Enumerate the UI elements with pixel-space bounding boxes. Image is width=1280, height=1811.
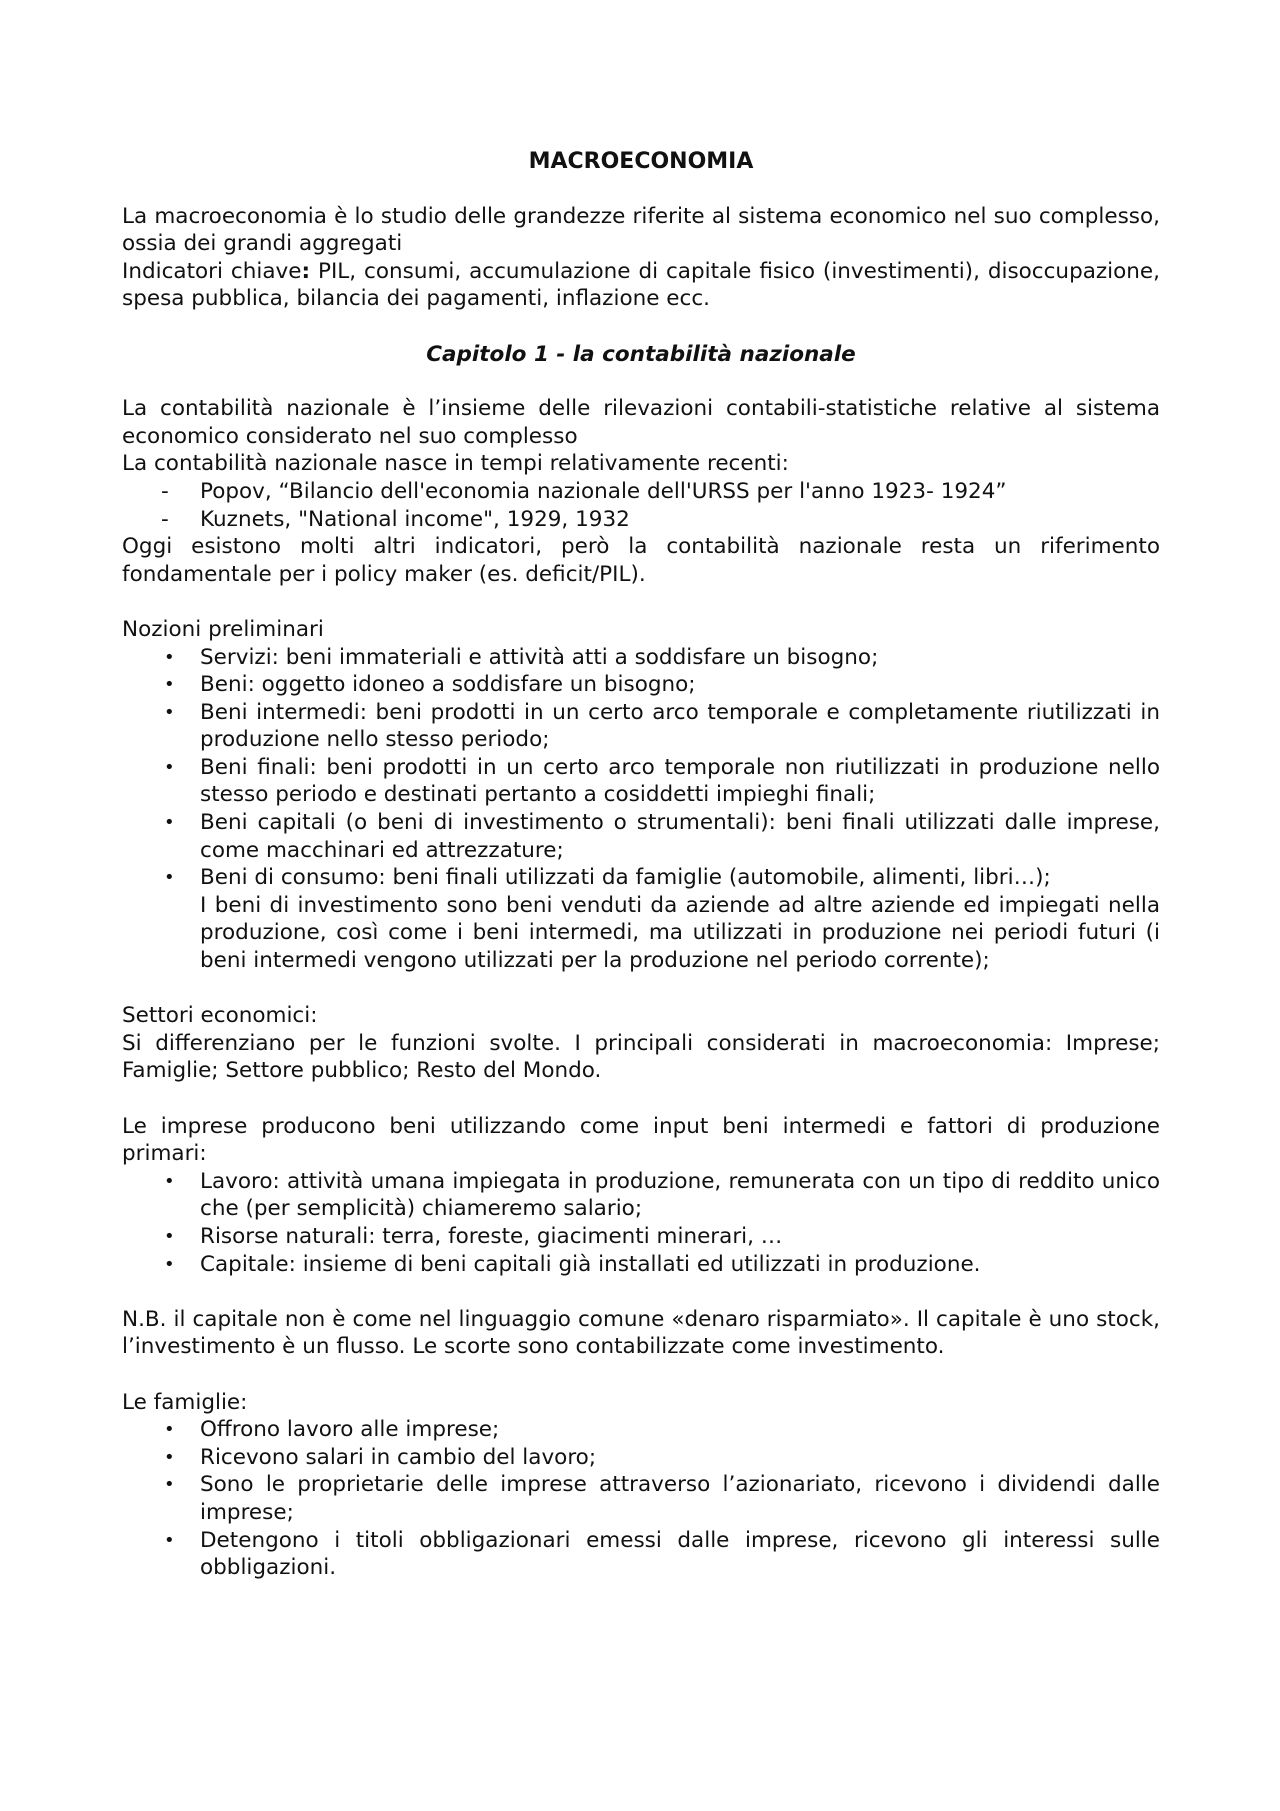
list-item: • Beni: oggetto idoneo a soddisfare un bisogno; bbox=[164, 672, 696, 698]
settori-section bbox=[122, 1002, 1160, 1085]
chapter1-paragraph-2: La contabilità nazionale nasce in tempi relativamente recenti: bbox=[122, 451, 789, 477]
list-item: • Servizi: beni immateriali e attività atti a soddisfare un bisogno; bbox=[164, 644, 879, 670]
list-item: • Ricevono salari in cambio del lavoro; bbox=[164, 1444, 597, 1470]
famiglie-bullet-list bbox=[122, 1416, 1160, 1582]
bullet-marker: • bbox=[164, 867, 175, 889]
list-item: • Capitale: insieme di beni capitali già installati ed utilizzati in produzione. bbox=[164, 1251, 981, 1277]
imprese-paragraph: Le imprese producono beni utilizzando come input beni intermedi e fattori di produzione primari: bbox=[122, 1113, 1160, 1167]
list-item: - Popov, “Bilancio dell'economia nazionale dell'URSS per l'anno 1923- 1924” bbox=[161, 478, 1007, 504]
list-item: - Kuznets, "National income", 1929, 1932 bbox=[161, 506, 630, 532]
nozioni-heading: Nozioni preliminari bbox=[122, 616, 324, 642]
dash-marker: - bbox=[161, 506, 169, 532]
chapter1-paragraph-1: La contabilità nazionale è l’insieme delle rilevazioni contabili-statistiche relative al sistema economico considerato nel suo complesso bbox=[122, 396, 1160, 449]
list-item: • Beni capitali (o beni di investimento o strumentali): beni finali utilizzati dalle imprese, come macchinari ed attrezzature; bbox=[164, 810, 1160, 863]
intro-paragraph: La macroeconomia è lo studio delle grandezze riferite al sistema economico nel suo complesso, ossia dei grandi aggregati bbox=[122, 203, 1160, 257]
bullet-marker: • bbox=[164, 701, 175, 723]
imprese-bullet-list bbox=[122, 1168, 1160, 1278]
key-indicators-paragraph bbox=[122, 258, 1160, 313]
list-item: • Offrono lavoro alle imprese; bbox=[164, 1417, 500, 1443]
bullet-marker: • bbox=[164, 1529, 175, 1551]
nb-section bbox=[122, 1306, 1160, 1361]
list-item: • Sono le proprietarie delle imprese attraverso l’azionariato, ricevono i dividendi dalle imprese; bbox=[164, 1472, 1160, 1525]
bullet-marker: • bbox=[164, 674, 175, 696]
nozioni-bullet-list bbox=[122, 644, 1160, 892]
key-indicators-label: Indicatori chiave bbox=[122, 258, 302, 284]
list-item: • Detengono i titoli obbligazionari emessi dalle imprese, ricevono gli interessi sulle obbligazioni. bbox=[164, 1527, 1160, 1581]
list-item: • Beni finali: beni prodotti in un certo arco temporale non riutilizzati in produzione nello stesso periodo e destinati pertanto a cosiddetti impieghi finali; bbox=[164, 754, 1160, 808]
chapter1-paragraph-3: Oggi esistono molti altri indicatori, però la contabilità nazionale resta un riferimento fondamentale per i policy maker (es. deficit/PIL). bbox=[122, 534, 1160, 587]
dash-marker: - bbox=[161, 478, 169, 504]
famiglie-heading: Le famiglie: bbox=[122, 1389, 248, 1415]
chapter1-section bbox=[122, 395, 1160, 588]
bullet-marker: • bbox=[164, 1419, 175, 1441]
key-indicators-colon: : bbox=[301, 258, 311, 284]
bullet-marker: • bbox=[164, 1446, 175, 1468]
bullet-marker: • bbox=[164, 756, 175, 778]
chapter-heading: Capitolo 1 - la contabilità nazionale bbox=[426, 341, 856, 367]
intro-section bbox=[122, 203, 1160, 313]
document-page bbox=[122, 148, 1160, 1582]
bullet-marker: • bbox=[164, 1253, 175, 1275]
key-indicators-text: PIL, consumi, accumulazione di capitale fisico (investimenti), disoccupazione, spesa pubblica, bilancia dei pagamenti, inflazione ecc. bbox=[122, 258, 1160, 312]
investment-goods-note: I beni di investimento sono beni venduti da aziende ad altre aziende ed impiegati nella produzione, così come i beni intermedi, ma utilizzati in produzione nei periodi futuri (i beni intermedi vengono utilizzati per la produzione nel periodo corrente); bbox=[200, 892, 1160, 974]
document-title: MACROECONOMIA bbox=[528, 149, 754, 174]
list-item: • Beni intermedi: beni prodotti in un certo arco temporale e completamente riutilizzati in produzione nello stesso periodo; bbox=[164, 699, 1160, 753]
famiglie-section bbox=[122, 1389, 1160, 1582]
bullet-marker: • bbox=[164, 1225, 175, 1247]
list-item: • Risorse naturali: terra, foreste, giacimenti minerari, … bbox=[164, 1223, 783, 1249]
bullet-marker: • bbox=[164, 1170, 175, 1192]
imprese-section bbox=[122, 1113, 1160, 1279]
settori-paragraph: Si differenziano per le funzioni svolte. I principali considerati in macroeconomia: Imprese; Famiglie; Settore pubblico; Resto del Mondo. bbox=[122, 1030, 1160, 1084]
list-item: • Lavoro: attività umana impiegata in produzione, remunerata con un tipo di reddito unico che (per semplicità) chiameremo salario; bbox=[164, 1168, 1160, 1222]
bullet-marker: • bbox=[164, 812, 175, 834]
bullet-marker: • bbox=[164, 646, 175, 668]
nozioni-section bbox=[122, 616, 1160, 975]
settori-heading: Settori economici: bbox=[122, 1003, 318, 1029]
origins-dash-list bbox=[122, 478, 1160, 533]
bullet-marker: • bbox=[164, 1474, 175, 1496]
list-item: • Beni di consumo: beni finali utilizzati da famiglie (automobile, alimenti, libri…); bbox=[164, 865, 1051, 891]
nb-paragraph: N.B. il capitale non è come nel linguaggio comune «denaro risparmiato». Il capitale è uno stock, l’investimento è un flusso. Le scorte sono contabilizzate come investimento. bbox=[122, 1306, 1160, 1360]
